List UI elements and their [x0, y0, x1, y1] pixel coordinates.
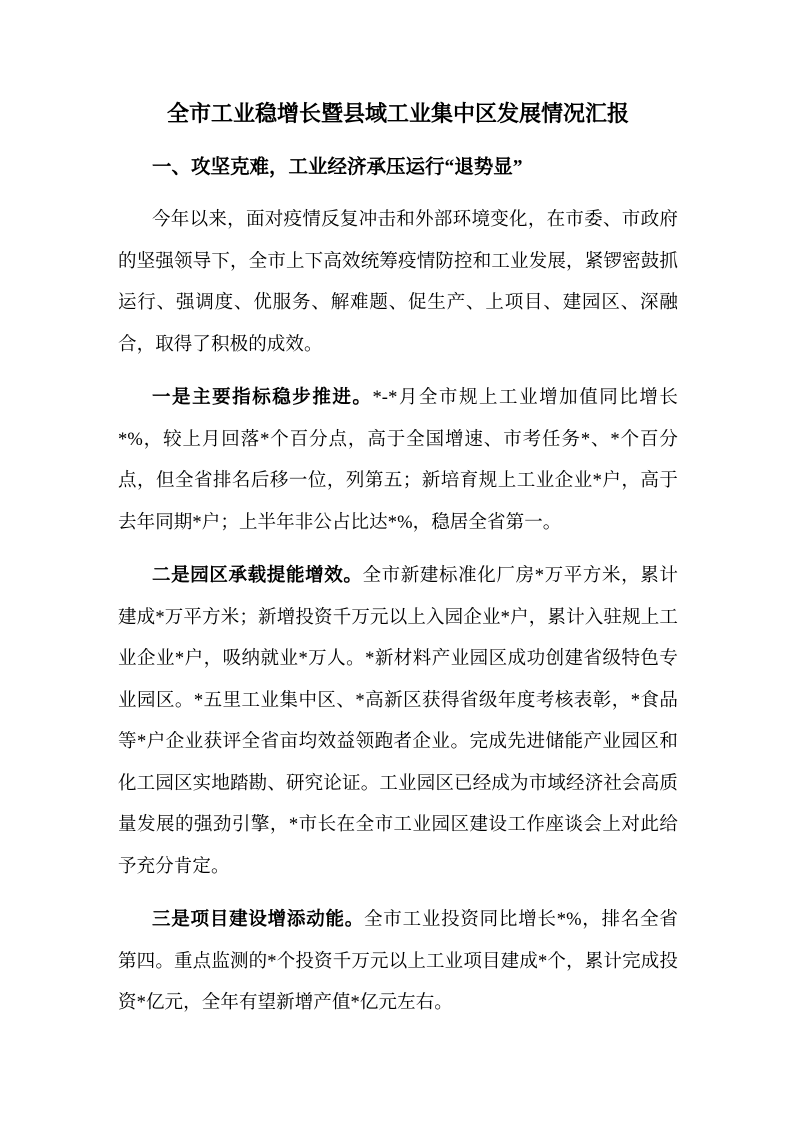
paragraph-intro-text: 今年以来，面对疫情反复冲击和外部环境变化，在市委、市政府的坚强领导下，全市上下高效统筹疫情防控和工业发展，紧锣密鼓抓运行、强调度、优服务、解难题、促生产、上项目、建园区、深融合，取得了积极的成效。 [118, 210, 678, 355]
paragraph-point-1-text: *-*月全市规上工业增加值同比增长*%，较上月回落*个百分点，高于全国增速、市考任务*、*个百分点，但全省排名后移一位，列第五；新培育规上工业企业*户，高于去年同期*户；上半年非公占比达*%，稳居全省第一。 [118, 388, 678, 533]
document-title: 全市工业稳增长暨县域工业集中区发展情况汇报 [166, 101, 629, 126]
paragraph-intro [118, 200, 678, 366]
paragraph-point-2-lead: 二是园区承载提能增效。 [152, 566, 363, 586]
paragraph-point-3 [118, 900, 678, 1025]
paragraph-point-3-text: 全市工业投资同比增长*%，排名全省第四。重点监测的*个投资千万元以上工业项目建成*个，累计完成投资*亿元，全年有望新增产值*亿元左右。 [118, 910, 678, 1013]
paragraph-point-3-lead: 三是项目建设增添动能。 [152, 910, 365, 930]
paragraph-point-2 [118, 556, 678, 888]
paragraph-point-1 [118, 378, 678, 544]
section-heading: 一、攻坚克难，工业经济承压运行“退势显” [152, 156, 523, 178]
paragraph-point-1-lead: 一是主要指标稳步推进。 [152, 388, 373, 408]
paragraph-point-2-text: 全市新建标准化厂房*万平方米，累计建成*万平方米；新增投资千万元以上入园企业*户，累计入驻规上工业企业*户，吸纳就业*万人。*新材料产业园区成功创建省级特色专业园区。*五里工业集中区、*高新区获得省级年度考核表彰，*食品等*户企业获评全省亩均效益领跑者企业。完成先进储能产业园区和化工园区实地踏勘、研究论证。工业园区已经成为市域经济社会高质量发展的强劲引擎，*市长在全市工业园区建设工作座谈会上对此给予充分肯定。 [118, 566, 678, 877]
